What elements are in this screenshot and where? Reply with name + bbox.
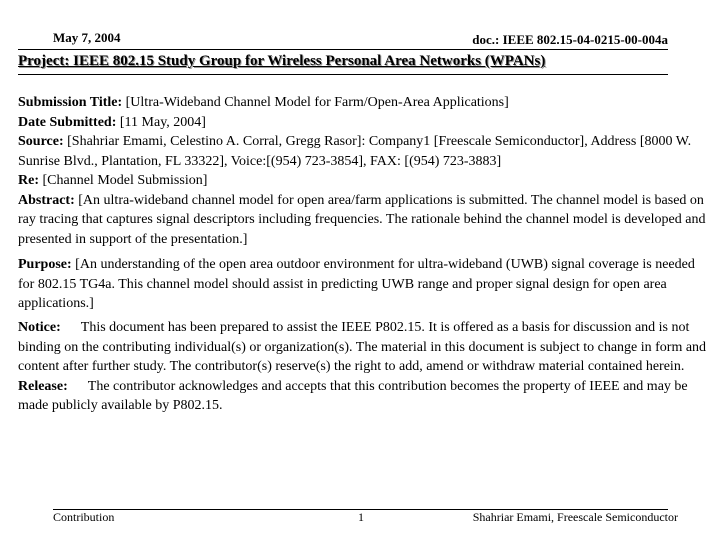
header-rule [18,49,668,50]
purpose-label: Purpose: [18,257,72,272]
release-value: The contributor acknowledges and accepts that this contribution becomes the property of IEEE and may be made publicly available by P802.15. [18,378,688,413]
source-label: Source: [18,134,64,149]
notice-value: This document has been prepared to assist the IEEE P802.15. It is offered as a basis for discussion and is not binding on the contributing individual(s) or organization(s). The material in this document is subject to change in form and content after further study. The contributor(s) reserve(s) the right to add, amend or withdraw material contained herein. [18,320,707,374]
source [18,132,712,171]
submission-title [18,93,712,113]
release-label: Release: [18,378,68,394]
date-submitted-label: Date Submitted: [18,114,117,130]
notice [18,318,712,377]
submission-title-value: [Ultra-Wideband Channel Model for Farm/Open-Area Applications] [125,95,509,110]
abstract-value: [An ultra-wideband channel model for open area/farm applications is submitted. The channel model is based on ray tracing that captures signal descriptors including frequencies. The rationale behind the channel model is developed and presented in support of the presentation.] [18,192,706,247]
re-value: [Channel Model Submission] [42,173,208,188]
submission-block [18,93,712,249]
purpose-block [18,255,712,314]
notice-block [18,318,712,416]
re [18,171,712,191]
purpose [18,255,712,314]
abstract-label: Abstract: [18,192,75,208]
submission-title-label: Submission Title: [18,95,123,110]
footer-author: Shahriar Emami, Freescale Semiconductor [472,510,678,524]
date-submitted-value: [11 May, 2004] [119,114,206,130]
release [18,377,712,416]
project-rule [18,74,668,75]
header-date: May 7, 2004 [53,30,121,45]
re-label: Re: [18,173,39,188]
purpose-value: [An understanding of the open area outdoor environment for ultra-wideband (UWB) signal coverage is needed for 802.15 TG4a. This channel model should assist in predicting UWB range and proper signal design for open area applications.] [18,257,695,311]
project-title: Project: IEEE 802.15 Study Group for Wireless Personal Area Networks (WPANs) [18,53,546,69]
header-doc-id: doc.: IEEE 802.15-04-0215-00-004a [472,32,668,47]
date-submitted [18,113,712,133]
footer-contribution: Contribution [53,510,115,524]
notice-label: Notice: [18,320,61,335]
source-value: [Shahriar Emami, Celestino A. Corral, Gregg Rasor]: Company1 [Freescale Semiconductor], Address [8000 W. Sunrise Blvd., Plantation, FL 33322], Voice:[(954) 723-3854], FAX: [(954) 723-3883] [18,134,692,169]
footer-page-number: 1 [358,510,364,524]
abstract [18,191,712,250]
